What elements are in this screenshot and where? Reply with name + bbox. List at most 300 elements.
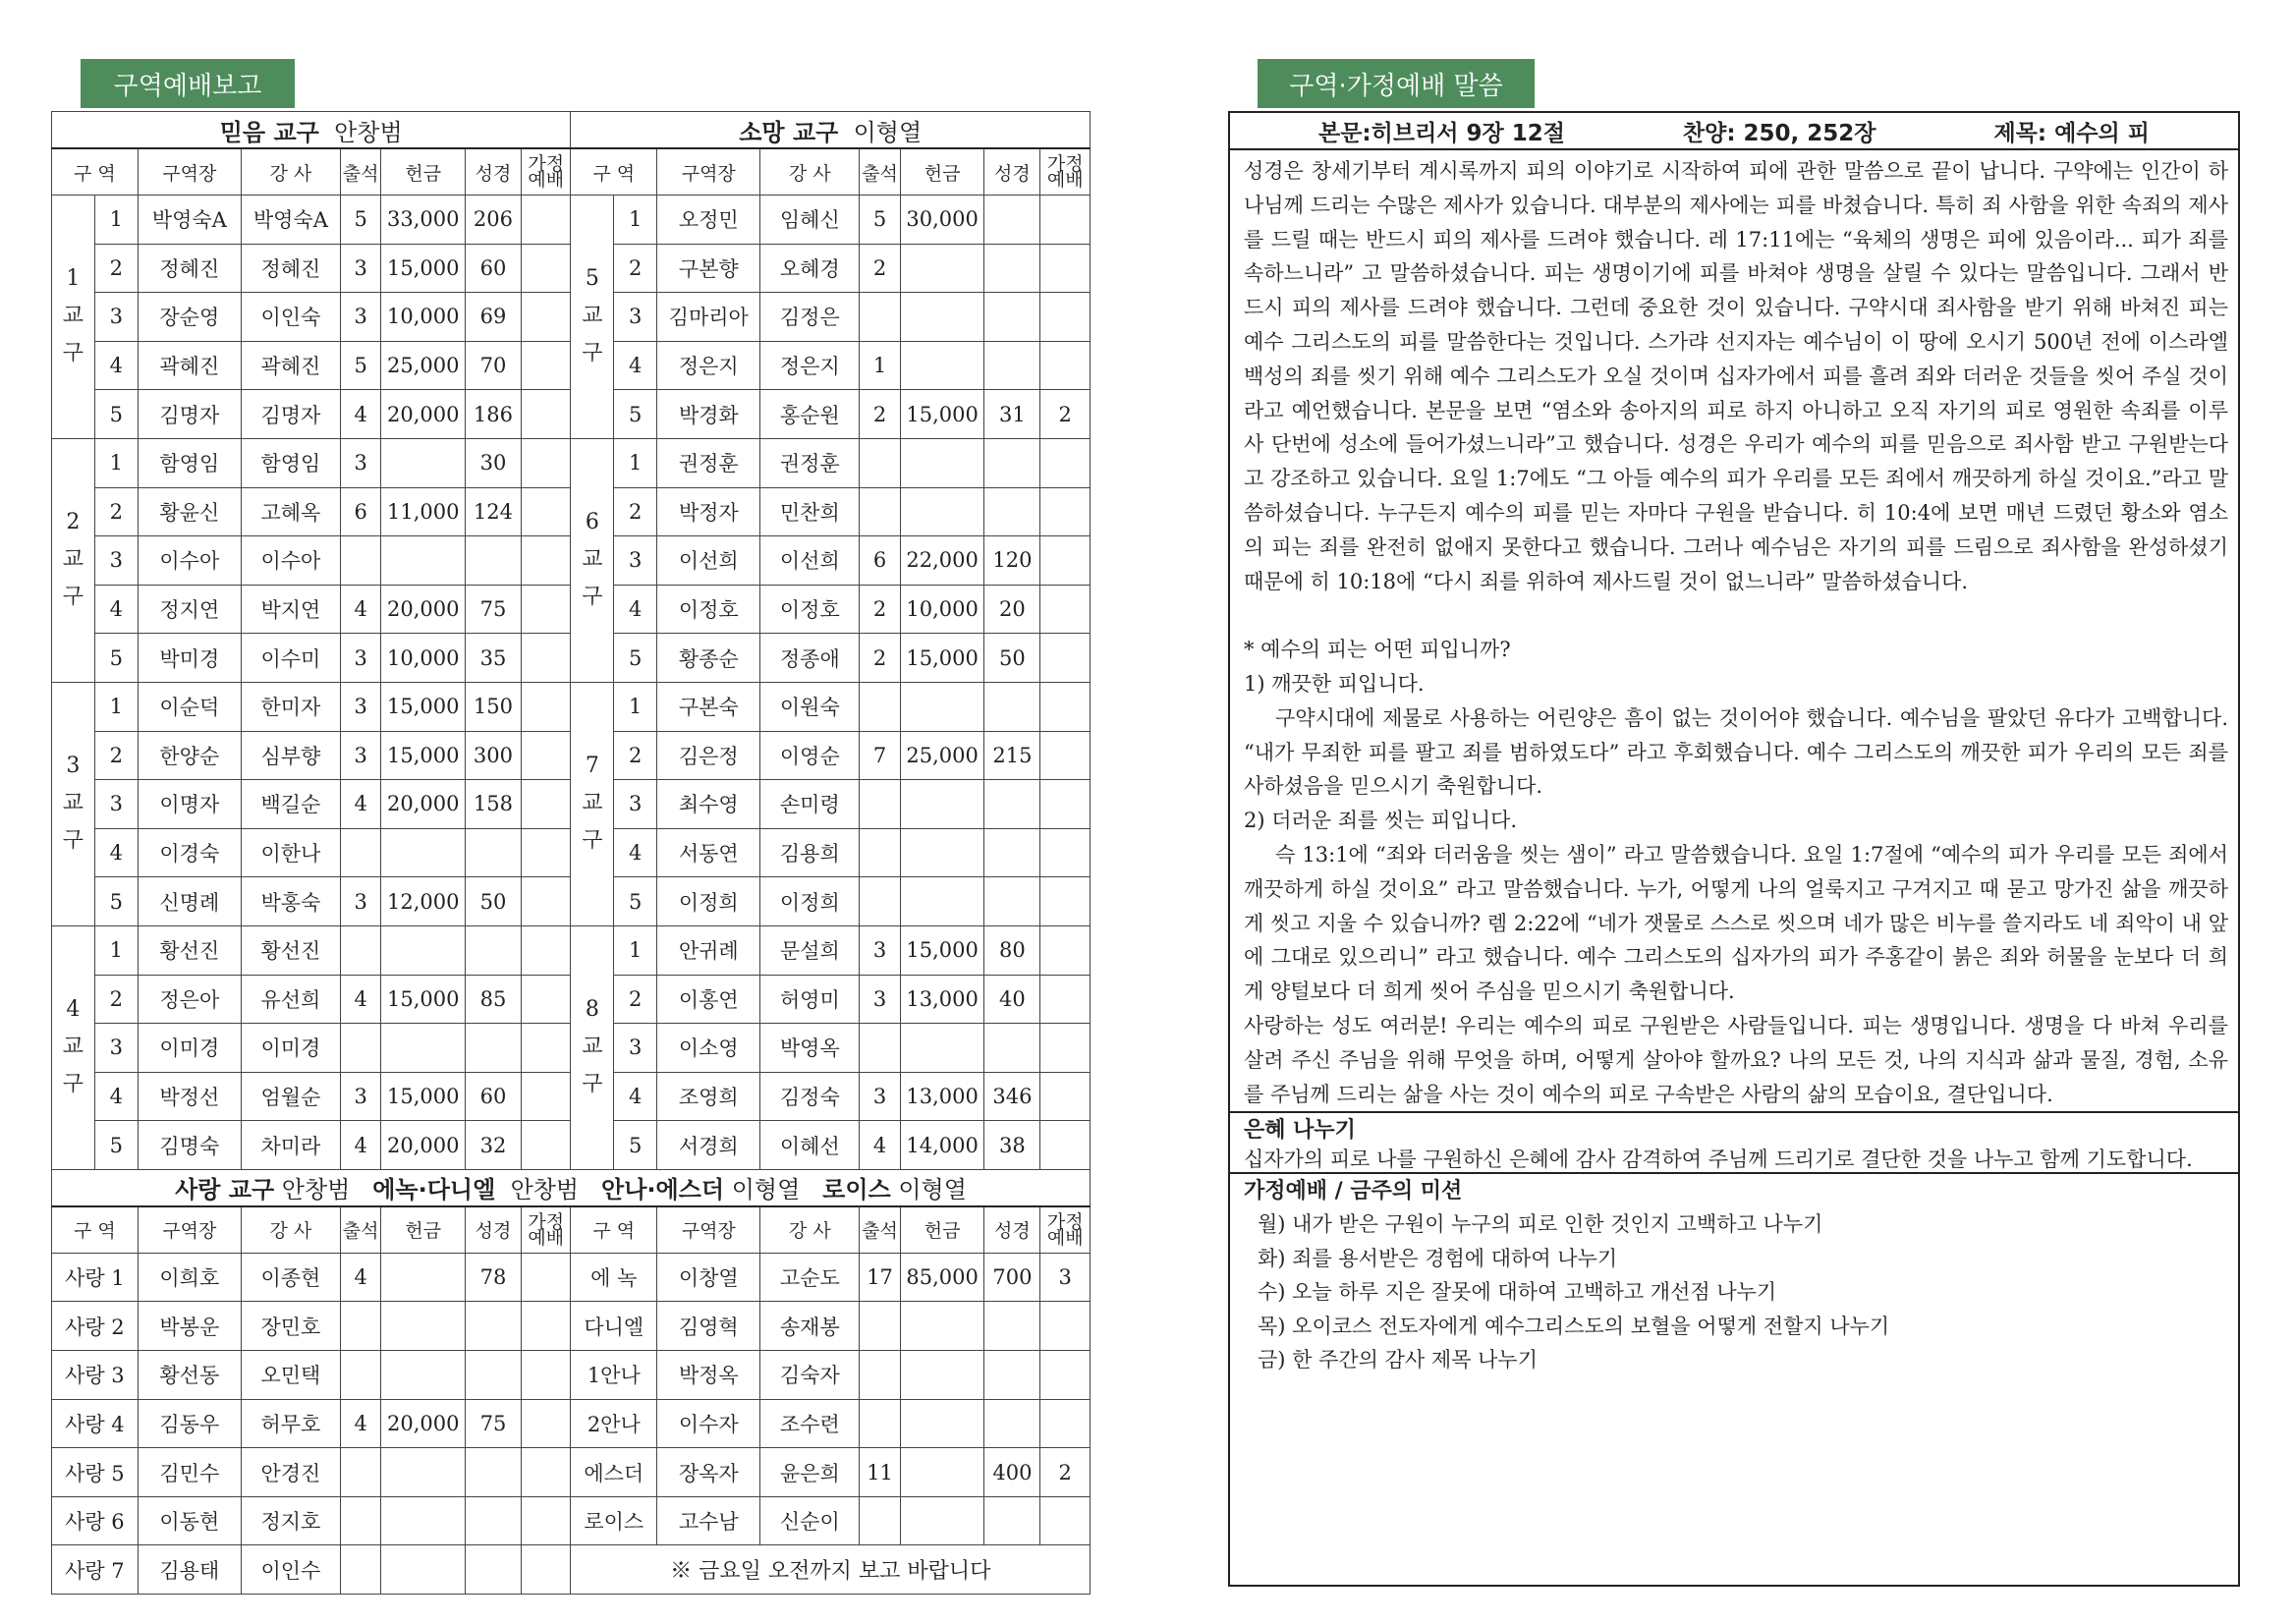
row-number: 1 (94, 196, 138, 245)
family-worship (521, 1024, 570, 1073)
bible-reading: 31 (984, 390, 1040, 439)
teacher: 김용희 (760, 828, 860, 877)
offering: 13,000 (900, 1072, 984, 1121)
family-worship (521, 1302, 570, 1351)
district-name: 2안나 (571, 1399, 657, 1448)
family-worship (1040, 1024, 1091, 1073)
table-row (52, 1302, 1091, 1351)
offering: 20,000 (381, 585, 466, 634)
attendance (860, 1399, 901, 1448)
family-worship (1040, 438, 1091, 487)
district-leader: 이미경 (138, 1024, 241, 1073)
bible-reading (984, 293, 1040, 342)
district-leader: 황종순 (657, 634, 760, 683)
district-label: 3 교 구 (52, 682, 95, 925)
bible-reading (465, 536, 521, 586)
district-name: 사랑 2 (52, 1302, 139, 1351)
table-row (52, 1496, 1091, 1545)
family-worship (521, 828, 570, 877)
district-leader: 이명자 (138, 780, 241, 829)
point-1-title: 1) 깨끗한 피입니다. (1244, 671, 1425, 696)
attendance (860, 780, 901, 829)
teacher: 황선진 (241, 925, 340, 975)
parish-name: 에녹·다니엘 (372, 1176, 496, 1204)
bible-reading (465, 1351, 521, 1400)
teacher: 박영옥 (760, 1024, 860, 1073)
header-district: 구 역 (52, 148, 139, 196)
district-name: 로이스 (571, 1496, 657, 1545)
row-number: 4 (94, 585, 138, 634)
bible-reading: 300 (465, 731, 521, 780)
grace-sharing-title: 은혜 나누기 (1244, 1118, 1356, 1144)
family-worship (1040, 1302, 1091, 1351)
family-worship: 2 (1040, 390, 1091, 439)
table-header-row (52, 1206, 1091, 1254)
table-row (52, 1253, 1091, 1302)
header-district: 구 역 (571, 1206, 657, 1254)
offering: 10,000 (900, 585, 984, 634)
family-worship (521, 1399, 570, 1448)
district-report-table (51, 111, 1091, 1595)
family-worship (1040, 244, 1091, 293)
district-label: 6 교 구 (571, 438, 614, 682)
row-number: 1 (614, 196, 657, 245)
teacher: 이종현 (241, 1253, 340, 1302)
header-family-worship: 가정예배 (1040, 1206, 1091, 1254)
row-number: 1 (94, 925, 138, 975)
row-number: 3 (614, 293, 657, 342)
teacher: 오민택 (241, 1351, 340, 1400)
row-number: 2 (614, 244, 657, 293)
grace-sharing-body: 십자가의 피로 나를 구원하신 은혜에 감사 감격하여 주님께 드리기로 결단한 것을 나누고 함께 기도합니다. (1244, 1148, 2193, 1172)
row-number: 2 (614, 975, 657, 1024)
family-worship (1040, 731, 1091, 780)
attendance: 3 (340, 634, 381, 683)
district-leader: 박정자 (657, 487, 760, 536)
teacher: 이영순 (760, 731, 860, 780)
offering: 14,000 (900, 1121, 984, 1170)
bible-reading (984, 1302, 1040, 1351)
parish-name: 소망 교구 (739, 118, 839, 146)
district-leader: 서경희 (657, 1121, 760, 1170)
family-worship (521, 1496, 570, 1545)
bible-reading (984, 828, 1040, 877)
family-worship-section (1230, 1172, 2238, 1377)
district-leader: 이정희 (657, 877, 760, 926)
family-worship (1040, 536, 1091, 586)
attendance (860, 1496, 901, 1545)
header-district-leader: 구역장 (138, 1206, 241, 1254)
table-row (52, 1545, 1091, 1595)
family-worship (521, 1253, 570, 1302)
parish-leader: 이형열 (898, 1176, 967, 1204)
district-leader: 김동우 (138, 1399, 241, 1448)
header-family-worship: 가정예배 (1040, 148, 1091, 196)
header-district: 구 역 (52, 1206, 139, 1254)
sermon-closing: 사랑하는 성도 여러분! 우리는 예수의 피로 구원받은 사람들입니다. 피는 생명입니다. 생명을 다 바쳐 우리를 살려 주신 주님을 위해 무엇을 하며, 어떻게 살아야 할까요? 나의 모든 것, 나의 지식과 삶과 물질, 경험, 소유를 주님께 드리는 삶을 사는 것이 예수의 피로 구속받은 사람의 삶의 모습이요, 결단입니다. (1244, 1013, 2228, 1106)
offering: 20,000 (381, 1399, 466, 1448)
header-bible-reading: 성경 (465, 148, 521, 196)
district-leader: 이희호 (138, 1253, 241, 1302)
teacher: 신순이 (760, 1496, 860, 1545)
district-leader: 박봉운 (138, 1302, 241, 1351)
teacher: 이선희 (760, 536, 860, 586)
parish-leader: 이형열 (731, 1176, 801, 1204)
district-leader: 김명자 (138, 390, 241, 439)
attendance: 5 (340, 196, 381, 245)
bible-reading: 78 (465, 1253, 521, 1302)
header-teacher: 강 사 (241, 148, 340, 196)
offering: 20,000 (381, 780, 466, 829)
header-district: 구 역 (571, 148, 657, 196)
family-worship (521, 196, 570, 245)
family-worship (521, 634, 570, 683)
mission-item: 월) 내가 받은 구원이 누구의 피로 인한 것인지 고백하고 나누기 (1258, 1212, 1823, 1237)
district-name: 사랑 4 (52, 1399, 139, 1448)
bible-reading: 60 (465, 244, 521, 293)
district-leader: 정은아 (138, 975, 241, 1024)
row-number: 3 (614, 1024, 657, 1073)
offering (900, 1024, 984, 1073)
district-leader: 박경화 (657, 390, 760, 439)
parish-name: 로이스 (822, 1176, 891, 1204)
offering: 85,000 (900, 1253, 984, 1302)
teacher: 허무호 (241, 1399, 340, 1448)
row-number: 5 (94, 1121, 138, 1170)
teacher: 박홍숙 (241, 877, 340, 926)
district-leader: 정지연 (138, 585, 241, 634)
teacher: 차미라 (241, 1121, 340, 1170)
family-worship (1040, 682, 1091, 731)
bible-reading (984, 487, 1040, 536)
row-number: 3 (94, 293, 138, 342)
row-number: 1 (94, 682, 138, 731)
family-worship (521, 1448, 570, 1497)
mission-item: 화) 죄를 용서받은 경험에 대하여 나누기 (1258, 1246, 1618, 1270)
bible-reading: 60 (465, 1072, 521, 1121)
row-number: 3 (94, 1024, 138, 1073)
header-offering: 헌금 (900, 1206, 984, 1254)
offering (381, 1024, 466, 1073)
offering (900, 828, 984, 877)
table-row (52, 1399, 1091, 1448)
district-leader: 김용태 (138, 1545, 241, 1595)
row-number: 5 (614, 390, 657, 439)
offering (900, 1399, 984, 1448)
district-leader: 장옥자 (657, 1448, 760, 1497)
attendance (340, 1024, 381, 1073)
district-leader: 박영숙A (138, 196, 241, 245)
attendance (340, 925, 381, 975)
offering (381, 1302, 466, 1351)
family-worship (1040, 487, 1091, 536)
teacher: 이원숙 (760, 682, 860, 731)
attendance: 4 (340, 585, 381, 634)
family-worship (521, 390, 570, 439)
offering: 12,000 (381, 877, 466, 926)
bible-reading: 20 (984, 585, 1040, 634)
bible-reading: 150 (465, 682, 521, 731)
bible-reading (984, 244, 1040, 293)
row-number: 4 (614, 585, 657, 634)
attendance: 6 (340, 487, 381, 536)
offering: 15,000 (900, 390, 984, 439)
family-worship (521, 780, 570, 829)
teacher: 송재봉 (760, 1302, 860, 1351)
bible-reading (465, 1545, 521, 1595)
district-label: 2 교 구 (52, 438, 95, 682)
bible-reading: 32 (465, 1121, 521, 1170)
family-worship (521, 877, 570, 926)
teacher: 박영숙A (241, 196, 340, 245)
grace-sharing-section (1230, 1111, 2238, 1172)
bible-reading (465, 1302, 521, 1351)
family-worship (1040, 1121, 1091, 1170)
teacher: 권정훈 (760, 438, 860, 487)
sermon-title: 제목: 예수의 피 (1993, 120, 2150, 146)
district-leader: 김영혁 (657, 1302, 760, 1351)
parish-title-hope (571, 112, 1091, 149)
attendance (340, 1545, 381, 1595)
attendance (340, 1302, 381, 1351)
family-worship (521, 975, 570, 1024)
offering: 11,000 (381, 487, 466, 536)
teacher: 임혜신 (760, 196, 860, 245)
offering (900, 293, 984, 342)
family-worship (521, 293, 570, 342)
district-leader: 이홍연 (657, 975, 760, 1024)
offering: 15,000 (381, 682, 466, 731)
district-leader: 이수자 (657, 1399, 760, 1448)
offering: 30,000 (900, 196, 984, 245)
bible-reading: 215 (984, 731, 1040, 780)
row-number: 3 (94, 536, 138, 586)
teacher: 이인수 (241, 1545, 340, 1595)
bible-reading: 50 (465, 877, 521, 926)
district-label: 7 교 구 (571, 682, 614, 925)
family-worship (1040, 634, 1091, 683)
teacher: 오혜경 (760, 244, 860, 293)
district-label: 1 교 구 (52, 196, 95, 439)
teacher: 엄월순 (241, 1072, 340, 1121)
offering (381, 536, 466, 586)
header-district-leader: 구역장 (657, 148, 760, 196)
header-attendance: 출석 (860, 148, 901, 196)
district-name: 사랑 3 (52, 1351, 139, 1400)
bible-reading: 40 (984, 975, 1040, 1024)
row-number: 5 (94, 877, 138, 926)
row-number: 4 (94, 341, 138, 390)
district-name: 사랑 5 (52, 1448, 139, 1497)
bible-reading (984, 1496, 1040, 1545)
teacher: 이혜선 (760, 1121, 860, 1170)
offering (381, 438, 466, 487)
attendance: 3 (860, 1072, 901, 1121)
family-worship (1040, 925, 1091, 975)
attendance: 3 (340, 244, 381, 293)
table-row (52, 438, 1091, 487)
family-worship (521, 1072, 570, 1121)
district-leader: 김민수 (138, 1448, 241, 1497)
family-worship (1040, 1072, 1091, 1121)
family-worship (521, 536, 570, 586)
district-leader: 이선희 (657, 536, 760, 586)
bible-reading (984, 780, 1040, 829)
offering (900, 1302, 984, 1351)
district-leader: 황윤신 (138, 487, 241, 536)
teacher: 정종애 (760, 634, 860, 683)
district-leader: 구본향 (657, 244, 760, 293)
bible-reading (984, 1399, 1040, 1448)
family-worship (521, 1351, 570, 1400)
family-worship (521, 585, 570, 634)
attendance: 3 (340, 1072, 381, 1121)
teacher: 정혜진 (241, 244, 340, 293)
row-number: 2 (94, 487, 138, 536)
attendance (340, 536, 381, 586)
header-attendance: 출석 (340, 148, 381, 196)
district-leader: 신명례 (138, 877, 241, 926)
district-leader: 정혜진 (138, 244, 241, 293)
attendance (860, 438, 901, 487)
header-district-leader: 구역장 (138, 148, 241, 196)
row-number: 4 (94, 1072, 138, 1121)
header-offering: 헌금 (900, 148, 984, 196)
bible-reading: 124 (465, 487, 521, 536)
parish-title-row (52, 1169, 1091, 1206)
hymn-numbers: 찬양: 250, 252장 (1682, 120, 1876, 146)
teacher: 정지호 (241, 1496, 340, 1545)
table-row (52, 196, 1091, 245)
row-number: 5 (614, 1121, 657, 1170)
attendance (860, 1024, 901, 1073)
attendance (860, 682, 901, 731)
parish-name: 믿음 교구 (219, 118, 319, 146)
attendance (860, 1302, 901, 1351)
offering: 15,000 (381, 975, 466, 1024)
teacher: 손미령 (760, 780, 860, 829)
row-number: 2 (94, 731, 138, 780)
offering (900, 780, 984, 829)
family-worship (1040, 780, 1091, 829)
row-number: 5 (94, 634, 138, 683)
district-leader: 이순덕 (138, 682, 241, 731)
row-number: 1 (94, 438, 138, 487)
attendance: 17 (860, 1253, 901, 1302)
attendance (340, 1351, 381, 1400)
family-worship-title: 가정예배 / 금주의 미션 (1244, 1179, 1463, 1204)
teacher: 유선희 (241, 975, 340, 1024)
offering (900, 487, 984, 536)
row-number: 1 (614, 925, 657, 975)
district-leader: 박미경 (138, 634, 241, 683)
offering (900, 682, 984, 731)
family-worship (521, 244, 570, 293)
row-number: 2 (614, 487, 657, 536)
bible-reading (984, 877, 1040, 926)
row-number: 5 (614, 634, 657, 683)
family-worship (1040, 341, 1091, 390)
mission-item: 목) 오이코스 전도자에게 예수그리스도의 보혈을 어떻게 전할지 나누기 (1258, 1314, 1890, 1338)
header-district-leader: 구역장 (657, 1206, 760, 1254)
district-leader: 함영임 (138, 438, 241, 487)
district-leader: 구본숙 (657, 682, 760, 731)
family-worship (1040, 196, 1091, 245)
header-teacher: 강 사 (760, 148, 860, 196)
family-worship (1040, 1496, 1091, 1545)
offering: 15,000 (900, 925, 984, 975)
teacher: 고순도 (760, 1253, 860, 1302)
teacher: 김명자 (241, 390, 340, 439)
bible-reading: 75 (465, 1399, 521, 1448)
family-worship (1040, 1399, 1091, 1448)
teacher: 조수련 (760, 1399, 860, 1448)
header-attendance: 출석 (340, 1206, 381, 1254)
row-number: 5 (94, 390, 138, 439)
teacher: 이정호 (760, 585, 860, 634)
section-tab-sermon: 구역·가정예배 말씀 (1258, 59, 1535, 108)
mission-item: 수) 오늘 하루 지은 잘못에 대하여 고백하고 개선점 나누기 (1258, 1280, 1777, 1305)
attendance: 4 (340, 975, 381, 1024)
district-name: 에스더 (571, 1448, 657, 1497)
row-number: 2 (614, 731, 657, 780)
district-leader: 권정훈 (657, 438, 760, 487)
family-worship: 3 (1040, 1253, 1091, 1302)
sermon-panel (1228, 111, 2240, 1587)
attendance: 2 (860, 244, 901, 293)
bible-reading: 69 (465, 293, 521, 342)
district-leader: 조영희 (657, 1072, 760, 1121)
teacher: 정은지 (760, 341, 860, 390)
point-2-title: 2) 더러운 죄를 씻는 피입니다. (1244, 809, 1518, 833)
header-bible-reading: 성경 (984, 1206, 1040, 1254)
attendance: 3 (860, 975, 901, 1024)
teacher: 민찬희 (760, 487, 860, 536)
header-family-worship: 가정예배 (521, 1206, 570, 1254)
bible-reading: 158 (465, 780, 521, 829)
attendance: 3 (340, 682, 381, 731)
sermon-body (1230, 150, 2238, 1111)
family-worship (521, 925, 570, 975)
district-name: 에 녹 (571, 1253, 657, 1302)
parish-title-faith (52, 112, 571, 149)
attendance: 4 (340, 780, 381, 829)
attendance (860, 828, 901, 877)
district-leader: 고수남 (657, 1496, 760, 1545)
attendance: 2 (860, 390, 901, 439)
offering (381, 1253, 466, 1302)
attendance: 4 (340, 1121, 381, 1170)
bible-reading: 346 (984, 1072, 1040, 1121)
offering: 10,000 (381, 293, 466, 342)
header-teacher: 강 사 (760, 1206, 860, 1254)
attendance: 2 (860, 634, 901, 683)
district-leader: 김마리아 (657, 293, 760, 342)
bible-reading: 70 (465, 341, 521, 390)
district-leader: 최수영 (657, 780, 760, 829)
attendance: 2 (860, 585, 901, 634)
offering (900, 1351, 984, 1400)
row-number: 2 (94, 244, 138, 293)
family-worship (521, 438, 570, 487)
attendance: 5 (860, 196, 901, 245)
bible-reading (465, 1024, 521, 1073)
bible-reading: 50 (984, 634, 1040, 683)
teacher: 곽혜진 (241, 341, 340, 390)
teacher: 윤은희 (760, 1448, 860, 1497)
family-worship (521, 487, 570, 536)
offering: 15,000 (381, 244, 466, 293)
